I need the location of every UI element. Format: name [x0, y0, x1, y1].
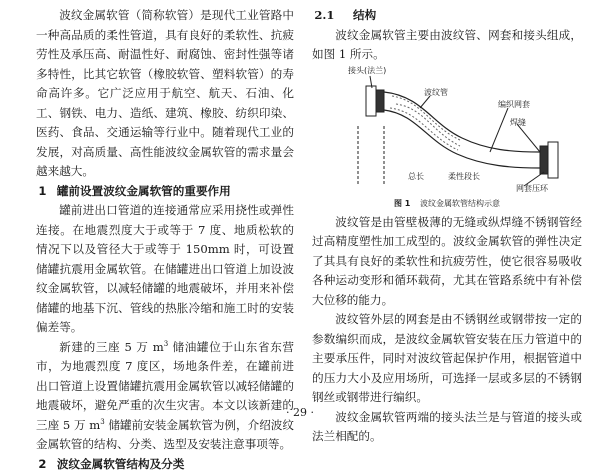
hose-diagram — [312, 66, 582, 196]
label-mesh: 编织网套 — [498, 100, 530, 109]
label-bellows: 波纹管 — [424, 88, 448, 97]
mesh-braid-lines — [390, 96, 460, 150]
left-flange-outline — [366, 86, 376, 116]
weld-leader-line — [517, 124, 540, 152]
section-1-paragraph-1: 罐前进出口管道的连接通常应采用挠性或弹性连接。在地震烈度大于或等于 7 度、地质松软的情况下以及管径大于或等于 150mm 时，可设置储罐抗震用金属软管。在储罐进出口管道上加设波纹金属软管，以减轻储罐的地震破坏，并用来补偿储罐的地基下沉、管线的热胀冷缩和施工时的安装偏差等。 — [36, 201, 294, 338]
hose-structure-figure — [312, 66, 582, 196]
flange-paragraph: 波纹金属软管两端的接头法兰是与管道的接头或法兰相配的。 — [312, 408, 582, 447]
bellows-paragraph: 波纹管是由管壁极薄的无缝或纵焊缝不锈钢管经过高精度塑性加工成型的。波纹金属软管的弹性决定了其具有良好的柔软性和抗疲劳性，使它很容易吸收各种运动变形和循环载荷，尤其在管路系统中有补偿大位移的能力。 — [312, 213, 582, 311]
label-total-length: 总长 — [408, 172, 424, 181]
page-number: · 29 · — [0, 406, 600, 420]
mesh-paragraph: 波纹管外层的网套是由不锈钢丝或钢带按一定的参数编织而成，是波纹金属软管安装在压力管道中的主要承压件，同时对波纹管起保护作用，根据管道中的压力大小及应用场所，可选择一层或多层的不锈钢钢丝或钢带进行编织。 — [312, 310, 582, 408]
label-weld: 焊缝 — [510, 118, 526, 127]
section-2-heading: 2 波纹金属软管结构及分类 — [36, 455, 294, 474]
label-mesh-ring: 网套压环 — [516, 184, 548, 193]
bellows-leader-line — [420, 96, 430, 108]
left-column — [36, 6, 294, 474]
section-1-paragraph-2: 新建的三座 5 万 $m^3$ 储油罐位于山东省东营市，为地震烈度 7 度区，场地条件差，在罐前进出口管道上设置储罐抗震用金属软管以减轻储罐的地震破坏，避免严重的次生灾害。本文以该新建的三座 5 万 $m^3$ 储罐前安装金属软管为例，介绍波纹金属软管的结构、分类、选型及安装注意事项等。 — [36, 338, 294, 455]
intro-paragraph: 波纹金属软管（简称软管）是现代工业管路中一种高品质的柔性管道，具有良好的柔软性、抗疲劳性及承压高、耐温性好、耐腐蚀、密封性强等诸多特性，比其它软管（橡胶软管、塑料软管）的寿命高许多。它广泛应用于航空、航天、石油、化工、钢铁、电力、造纸、建筑、橡胶、纺织印染、医药、食品、交通运输等行业中。随着现代工业的发展，对高质量、高性能波纹金属软管的需求量会越来越大。 — [36, 6, 294, 182]
figure-caption: 图 1 波纹金属软管结构示意 — [312, 197, 582, 211]
right-flange-outline — [548, 142, 558, 178]
label-joint: 接头(法兰) — [348, 66, 386, 75]
section-1-heading: 1 罐前设置波纹金属软管的重要作用 — [36, 182, 294, 202]
mesh-leader-line — [490, 108, 508, 152]
right-ferrule — [540, 146, 548, 174]
label-flex-length: 柔性段长 — [448, 172, 480, 181]
section-2-1-heading: 2.1 结构 — [312, 6, 582, 26]
right-column — [312, 6, 582, 447]
section-2-1-paragraph: 波纹金属软管主要由波纹管、网套和接头组成，如图 1 所示。 — [312, 26, 582, 65]
left-ferrule — [376, 90, 384, 112]
